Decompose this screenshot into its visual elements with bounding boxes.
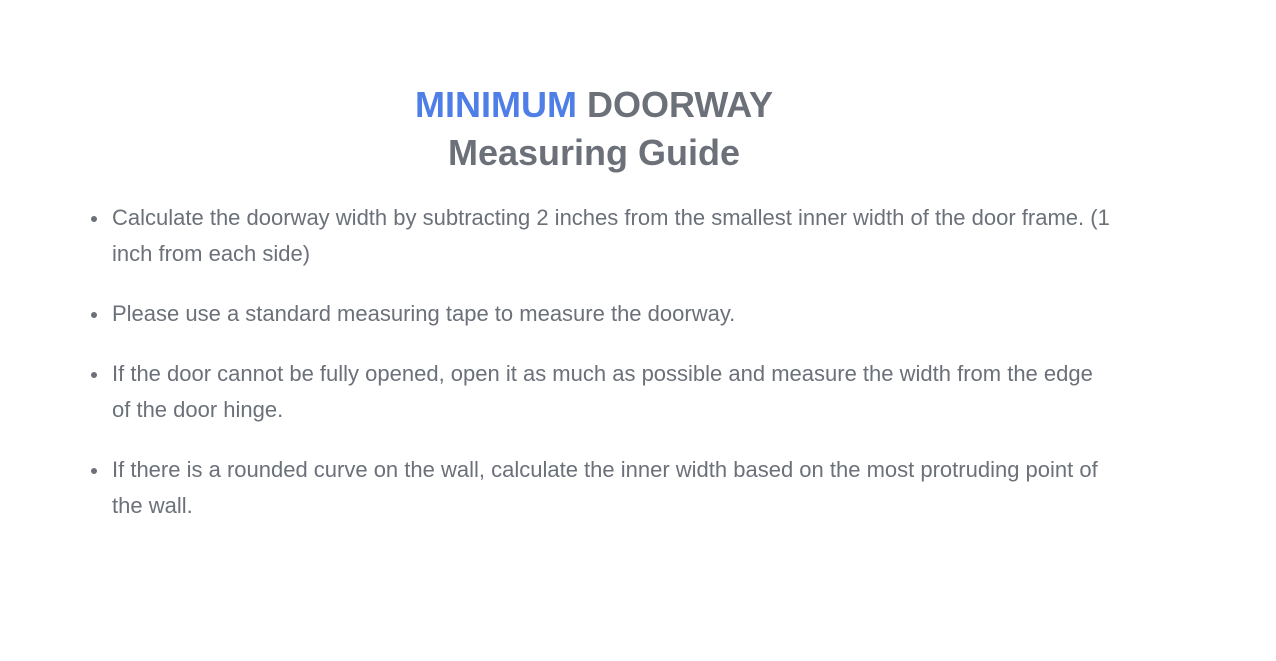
list-item: Calculate the doorway width by subtracting 2 inches from the smallest inner width of the door frame. (1 inch from each side) bbox=[112, 200, 1112, 272]
list-item: Please use a standard measuring tape to measure the doorway. bbox=[112, 296, 1112, 332]
page-subtitle: Measuring Guide bbox=[447, 132, 741, 173]
list-item: If the door cannot be fully opened, open it as much as possible and measure the width from the edge of the door hinge. bbox=[112, 356, 1112, 428]
list-item: If there is a rounded curve on the wall, calculate the inner width based on the most protruding point of the wall. bbox=[112, 452, 1112, 524]
guide-bullet-list bbox=[112, 200, 1112, 548]
page-title bbox=[0, 81, 1188, 129]
title-rest: DOORWAY bbox=[586, 84, 774, 125]
title-accent-word: MINIMUM bbox=[414, 84, 577, 125]
